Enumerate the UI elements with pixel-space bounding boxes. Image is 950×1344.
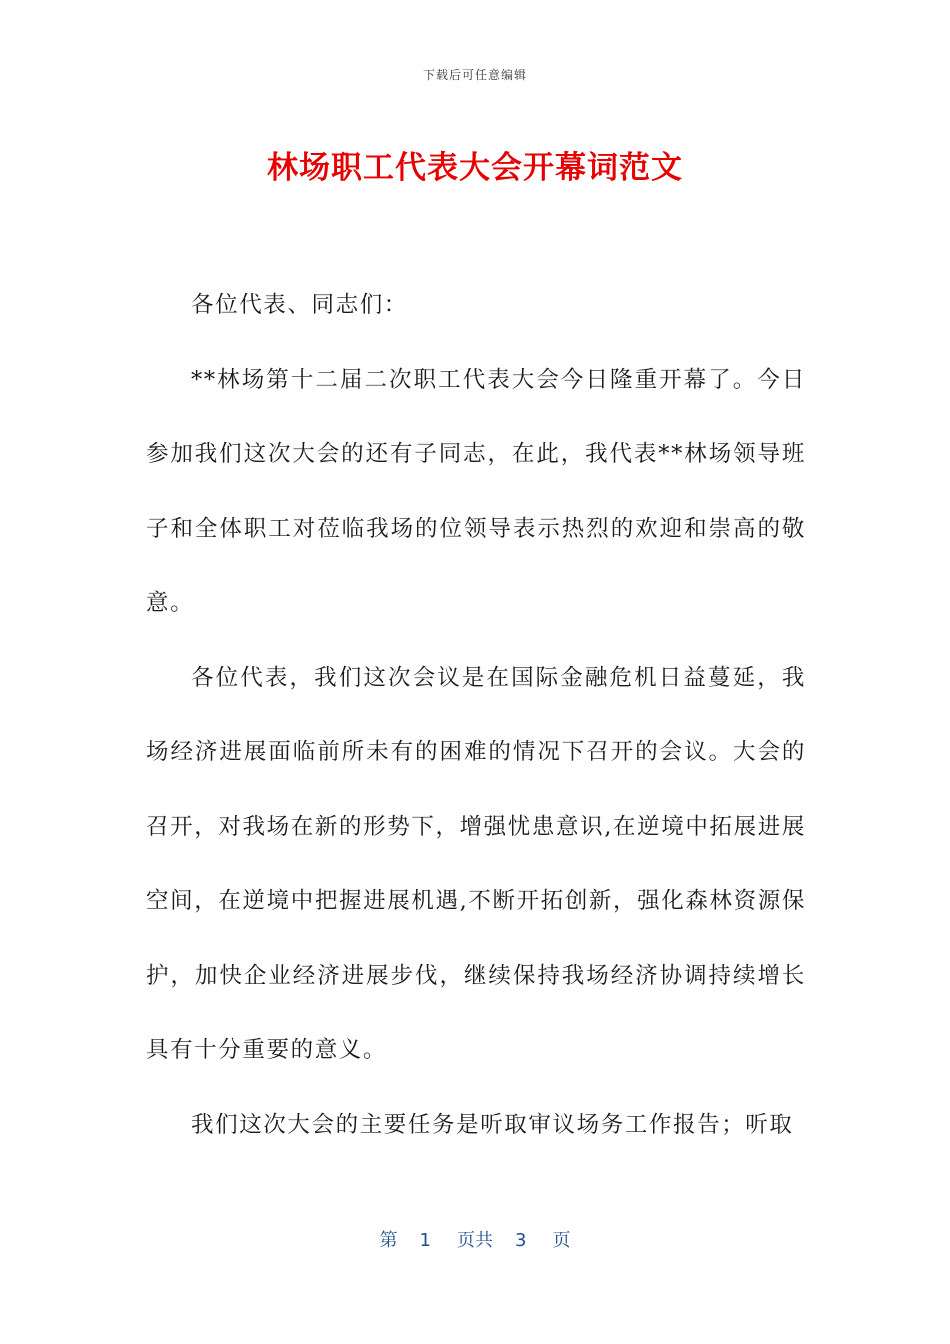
header-note: 下载后可任意编辑 [422, 68, 527, 82]
footer-prefix: 第 [379, 1230, 398, 1251]
footer-total-pages: 3 [515, 1230, 527, 1251]
paragraph: 各位代表，我们这次会议是在国际金融危机日益蔓延，我场经济进展面临前所未有的困难的情况下召开的会议。大会的召开，对我场在新的形势下，增强忧患意识,在逆境中拓展进展空间，在逆境中把握进展机遇,不断开拓创新，强化森林资源保护，加快企业经济进展步伐，继续保持我场经济协调持续增长具有十分重要的意义。 [146, 664, 806, 1063]
document-body [146, 268, 806, 1162]
footer-suffix: 页 [552, 1230, 571, 1251]
paragraph: 我们这次大会的主要任务是听取审议场务工作报告；听取 [191, 1111, 794, 1138]
paragraph-salutation: 各位代表、同志们： [191, 292, 408, 318]
footer-middle: 页共 [457, 1230, 493, 1251]
page-footer [0, 1226, 950, 1252]
paragraph: **林场第十二届二次职工代表大会今日隆重开幕了。今日参加我们这次大会的还有子同志，在此，我代表**林场领导班子和全体职工对莅临我场的位领导表示热烈的欢迎和崇高的敬意。 [146, 366, 806, 616]
document-title: 林场职工代表大会开幕词范文 [267, 150, 683, 186]
footer-current-page: 1 [419, 1230, 431, 1251]
